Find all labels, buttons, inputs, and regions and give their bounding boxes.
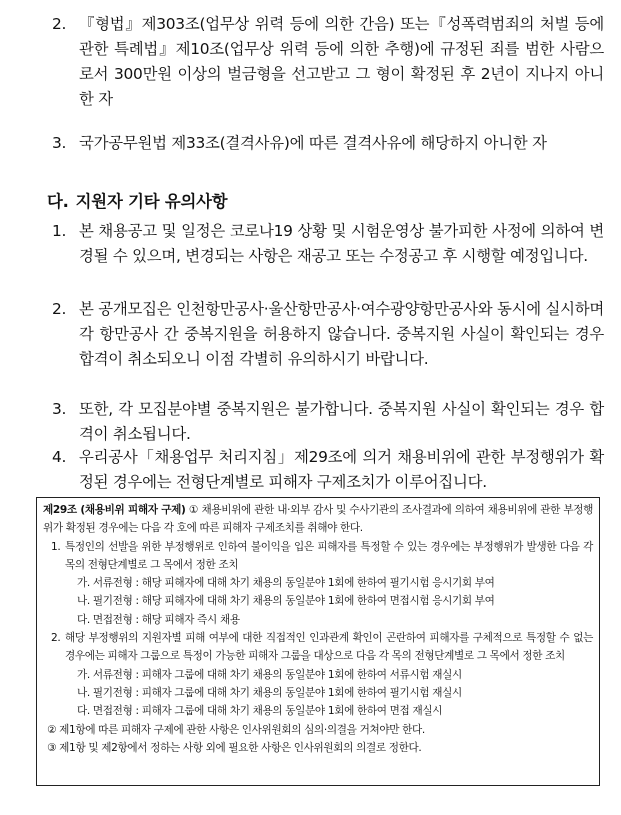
regulation-excerpt-box — [36, 497, 600, 786]
note-number: 1. — [52, 222, 67, 240]
clause-number: 2. — [51, 632, 61, 645]
clause-1-item-da: 다. 면접전형 : 해당 피해자 즉시 채용 — [77, 613, 240, 626]
article-title: 제29조 (채용비위 피해자 구제) — [43, 504, 186, 516]
note-number: 2. — [52, 300, 67, 318]
item-number: 2. — [52, 15, 67, 33]
note-text: 우리공사「채용업무 처리지침」제29조에 의거 채용비위에 관한 부정행위가 확정된 경우에는 전형단계별로 피해자 구제조치가 이루어집니다. — [79, 448, 604, 491]
clause-text: 특정인의 선발을 위한 부정행위로 인하여 불이익을 입은 피해자를 특정할 수 있는 경우에는 부정행위가 발생한 다음 각 목의 전형단계별로 그 목에서 정한 조치 — [65, 540, 593, 571]
item-number: 3. — [52, 134, 67, 152]
section-title: 지원자 기타 유의사항 — [75, 192, 228, 211]
clause-1-item-ga: 가. 서류전형 : 해당 피해자에 대해 차기 채용의 동일분야 1회에 한하여 필기시험 응시기회 부여 — [77, 577, 495, 590]
clause-1-item-na: 나. 필기전형 : 해당 피해자에 대해 차기 채용의 동일분야 1회에 한하여 면접시험 응시기회 부여 — [77, 595, 495, 608]
item-text: 『형법』제303조(업무상 위력 등에 의한 간음) 또는『성폭력범죄의 처벌 등에 관한 특례법』제10조(업무상 위력 등에 의한 추행)에 규정된 죄를 범한 사람으로서 300만원 이상의 벌금형을 선고받고 그 형이 확정된 후 2년이 지나지 아니한 자 — [79, 15, 604, 108]
article-paragraph-2: ② 제1항에 따른 피해자 구제에 관한 사항은 인사위원회의 심의·의결을 거쳐야만 한다. — [47, 723, 425, 736]
clause-1 — [43, 538, 593, 575]
clause-2 — [43, 629, 593, 666]
item-text: 국가공무원법 제33조(결격사유)에 따른 결격사유에 해당하지 아니한 자 — [79, 134, 547, 152]
qualification-item-2 — [52, 12, 604, 112]
clause-number: 1. — [51, 540, 61, 553]
note-number: 3. — [52, 400, 67, 418]
section-heading — [47, 189, 227, 214]
note-text: 본 채용공고 및 일정은 코로나19 상황 및 시험운영상 불가피한 사정에 의하여 변경될 수 있으며, 변경되는 사항은 재공고 또는 수정공고 후 시행할 예정입니다. — [79, 222, 604, 265]
clause-2-item-na: 나. 필기전형 : 피해자 그룹에 대해 차기 채용의 동일분야 1회에 한하여 필기시험 재실시 — [77, 686, 462, 699]
note-item-3 — [52, 397, 604, 447]
note-item-4 — [52, 445, 604, 495]
article-paragraph-1 — [43, 501, 593, 538]
note-item-1 — [52, 219, 604, 269]
note-text: 본 공개모집은 인천항만공사·울산항만공사·여수광양항만공사와 동시에 실시하며 각 항만공사 간 중복지원을 허용하지 않습니다. 중복지원 사실이 확인되는 경우 합격이 취소되오니 이점 각별히 유의하시기 바랍니다. — [79, 300, 604, 368]
clause-2-item-ga: 가. 서류전형 : 피해자 그룹에 대해 차기 채용의 동일분야 1회에 한하여 서류시험 재실시 — [77, 668, 462, 681]
clause-2-item-da: 다. 면접전형 : 피해자 그룹에 대해 차기 채용의 동일분야 1회에 한하여 면접 재실시 — [77, 705, 443, 718]
clause-text: 해당 부정행위의 지원자별 피해 여부에 대한 직접적인 인과관계 확인이 곤란하여 피해자를 구체적으로 특정할 수 없는 경우에는 피해자 그룹으로 특정이 가능한 피해자 그룹을 대상으로 다음 각 목의 전형단계별로 그 목에서 정한 조치 — [65, 632, 593, 663]
note-number: 4. — [52, 448, 67, 466]
note-text: 또한, 각 모집분야별 중복지원은 불가합니다. 중복지원 사실이 확인되는 경우 합격이 취소됩니다. — [79, 400, 604, 443]
article-paragraph-3: ③ 제1항 및 제2항에서 정하는 사항 외에 필요한 사항은 인사위원회의 의결로 정한다. — [47, 741, 422, 754]
note-item-2 — [52, 297, 604, 372]
article-intro: ① 채용비위에 관한 내·외부 감사 및 수사기관의 조사결과에 의하여 채용비위에 관한 부정행위가 확정된 경우에는 다음 각 호에 따른 피해자 구제조치를 취해야 한다. — [43, 504, 593, 535]
section-number: 다. — [47, 192, 69, 211]
qualification-item-3 — [52, 131, 604, 156]
